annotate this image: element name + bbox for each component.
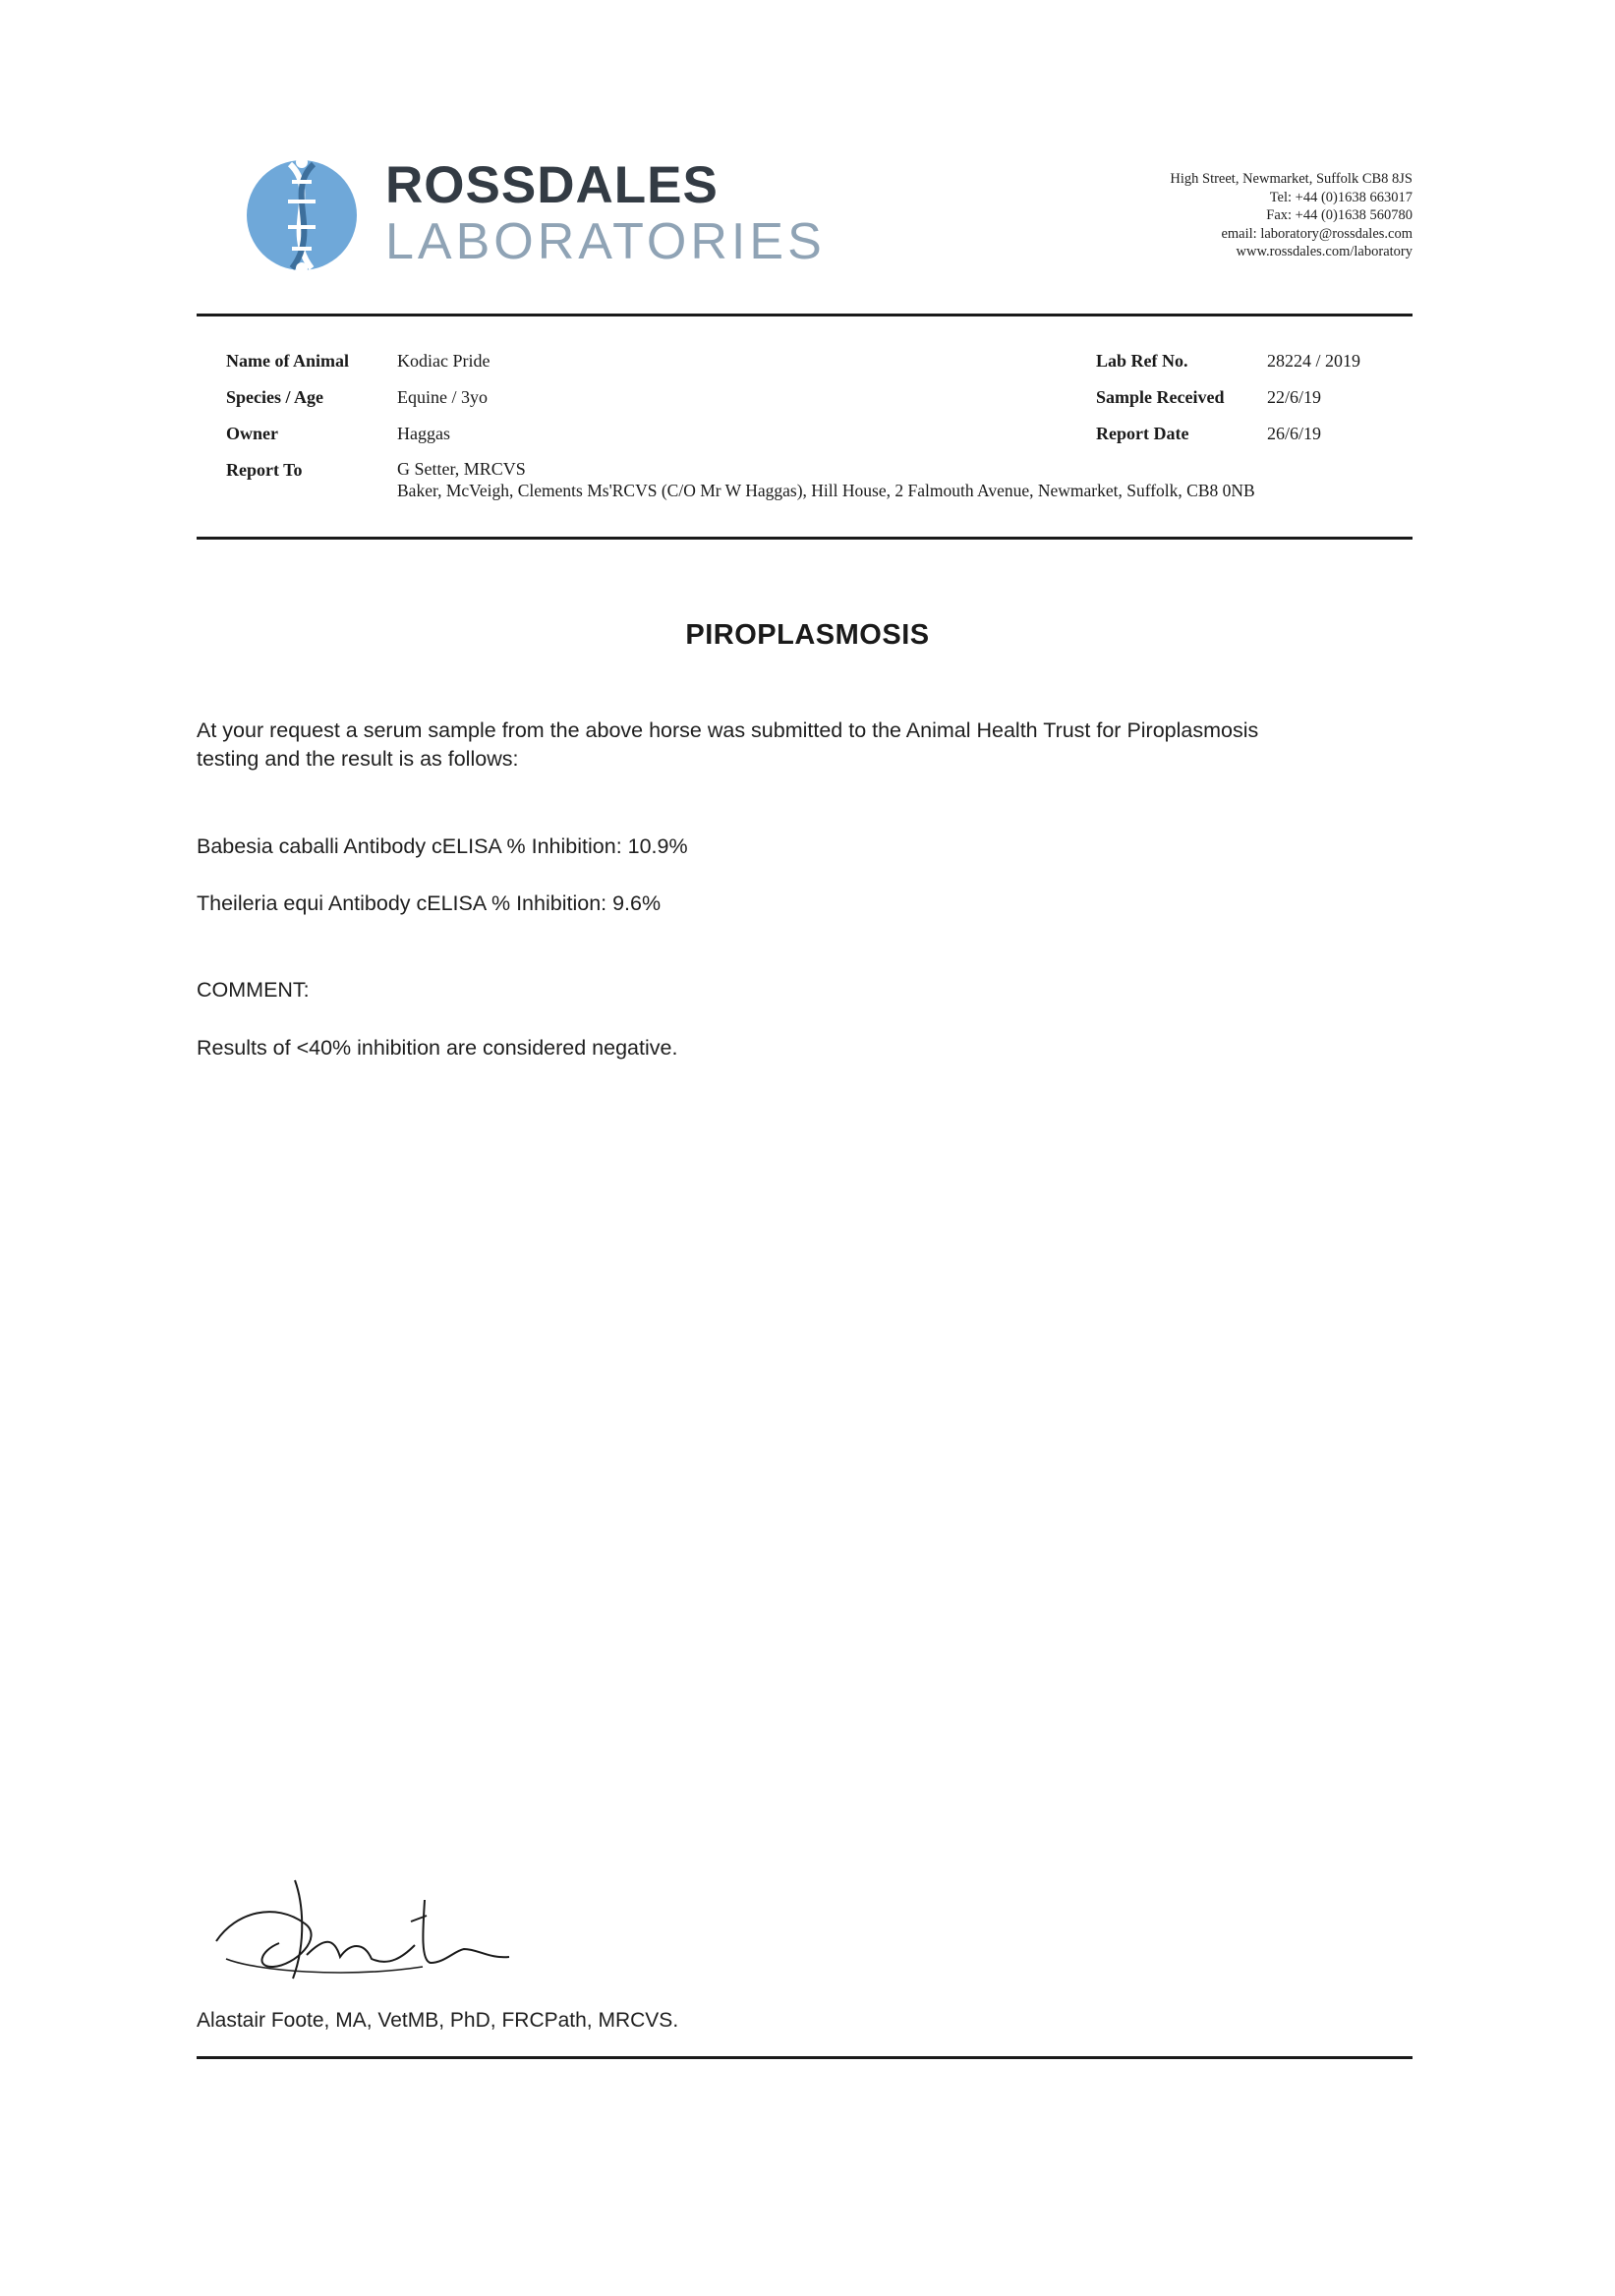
header-divider: [197, 314, 1413, 316]
report-to-label: Report To: [226, 460, 303, 480]
name-of-animal-value: Kodiac Pride: [397, 351, 490, 371]
address-line: High Street, Newmarket, Suffolk CB8 8JS: [1170, 171, 1413, 187]
lab-address-block: [1170, 170, 1413, 261]
report-to-address: Baker, McVeigh, Clements Ms'RCVS (C/O Mr W Haggas), Hill House, 2 Falmouth Avenue, Newmarket, Suffolk, CB8 0NB: [397, 481, 1255, 500]
brand-subtitle: LABORATORIES: [385, 213, 826, 270]
intro-paragraph-line: At your request a serum sample from the above horse was submitted to the Animal Health Trust for Piroplasmosis: [197, 718, 1259, 742]
brand-name: ROSSDALES: [385, 156, 719, 214]
species-age-value: Equine / 3yo: [397, 387, 488, 407]
report-to-recipient: G Setter, MRCVS: [397, 459, 526, 479]
name-of-animal-label: Name of Animal: [226, 351, 349, 371]
owner-label: Owner: [226, 424, 278, 443]
phone-line: Tel: +44 (0)1638 663017: [1269, 189, 1413, 205]
lab-ref-value: 28224 / 2019: [1267, 351, 1361, 371]
sample-received-label: Sample Received: [1096, 387, 1225, 407]
comment-heading: COMMENT:: [197, 978, 310, 1002]
report-date-label: Report Date: [1096, 424, 1189, 443]
theileria-result: Theileria equi Antibody cELISA % Inhibition: 9.6%: [197, 891, 662, 915]
intro-paragraph-line: testing and the result is as follows:: [197, 747, 519, 771]
sample-received-value: 22/6/19: [1267, 387, 1322, 407]
email-line: email: laboratory@rossdales.com: [1221, 225, 1413, 242]
report-title: PIROPLASMOSIS: [685, 619, 930, 651]
species-age-label: Species / Age: [226, 387, 323, 407]
fax-line: Fax: +44 (0)1638 560780: [1266, 207, 1413, 223]
signatory-name: Alastair Foote, MA, VetMB, PhD, FRCPath, MRCVS.: [197, 2009, 679, 2032]
lab-ref-label: Lab Ref No.: [1096, 351, 1188, 371]
footer-divider: [197, 2056, 1413, 2059]
rossdales-logo-icon: [243, 152, 361, 276]
owner-value: Haggas: [397, 424, 450, 443]
signature-image: [197, 1872, 521, 1985]
comment-text: Results of <40% inhibition are considered negative.: [197, 1036, 678, 1060]
babesia-result: Babesia caballi Antibody cELISA % Inhibition: 10.9%: [197, 834, 688, 858]
website-line: www.rossdales.com/laboratory: [1236, 244, 1413, 259]
report-date-value: 26/6/19: [1267, 424, 1322, 443]
details-divider: [197, 537, 1413, 540]
